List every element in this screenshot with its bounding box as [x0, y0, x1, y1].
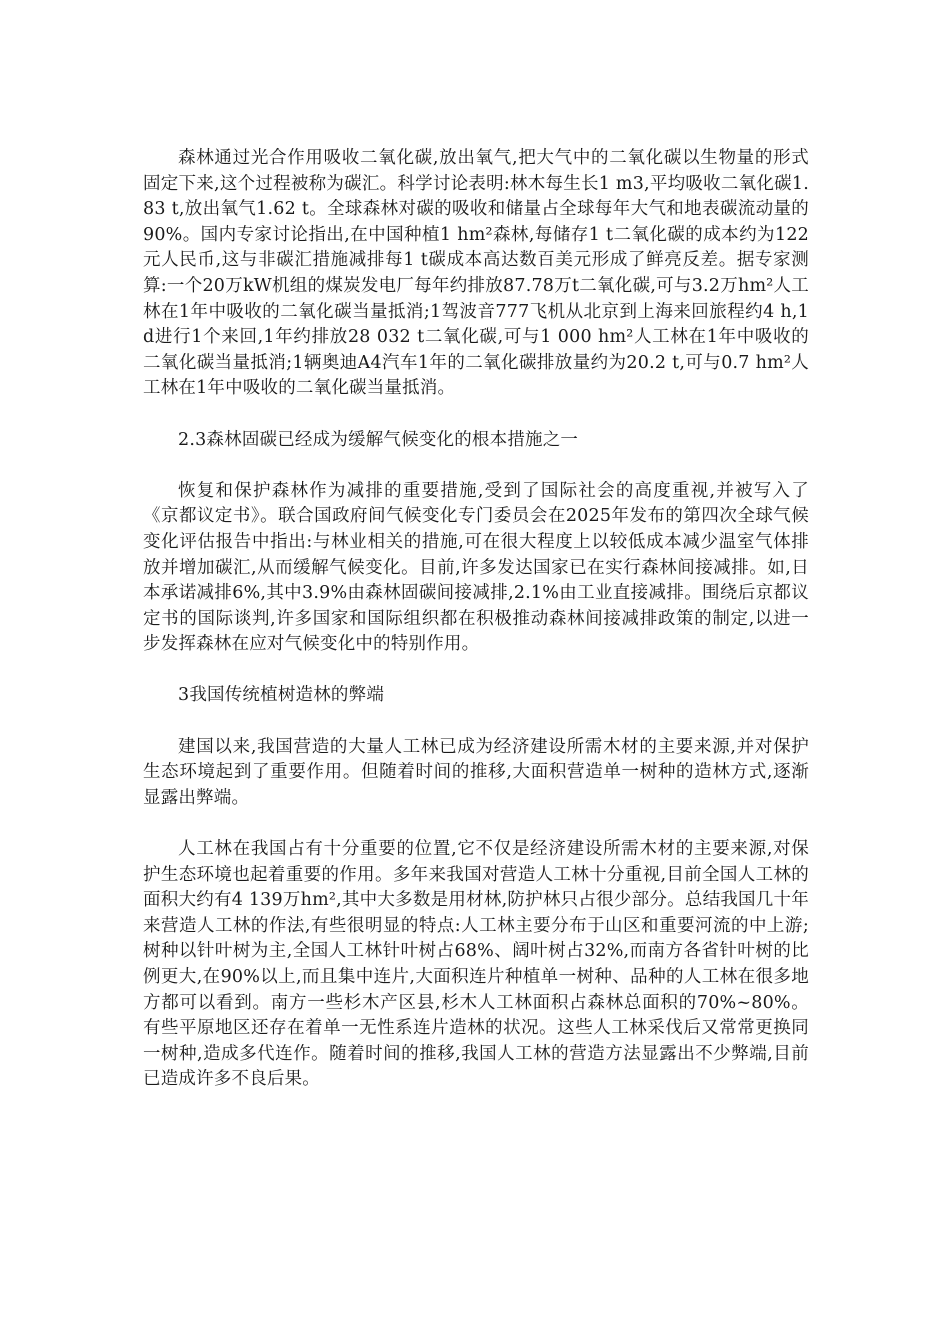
paragraph-plantation-problems: 人工林在我国占有十分重要的位置,它不仅是经济建设所需木材的主要来源,对保护生态环境也起着重要的作用。多年来我国对营造人工林十分重视,目前全国人工林的面积大约有4 139万hm²,其中大多数是用材林,防护林只占很少部分。总结我国几十年来营造人工林的作法,有些很明显的特点:人工林主要分布于山区和重要河流的中上游;树种以针叶树为主,全国人工林针叶树占68%、阔叶树占32%,而南方各省针叶树的比例更大,在90%以上,而且集中连片,大面积连片种植单一树种、品种的人工林在很多地方都可以看到。南方一些杉木产区县,杉木人工林面积占森林总面积的70%~80%。有些平原地区还存在着单一无性系连片造林的状况。这些人工林采伐后又常常更换同一树种,造成多代连作。随着时间的推移,我国人工林的营造方法显露出不少弊端,目前已造成许多不良后果。: [143, 839, 809, 1090]
paragraph-carbon-sink: 森林通过光合作用吸收二氧化碳,放出氧气,把大气中的二氧化碳以生物量的形式固定下来,这个过程被称为碳汇。科学讨论表明:林木每生长1 m3,平均吸收二氧化碳1.83 t,放出氧气1.62 t。全球森林对碳的吸收和储量占全球每年大气和地表碳流动量的90%。国内专家讨论指出,在中国种植1 hm²森林,每储存1 t二氧化碳的成本约为122元人民币,这与非碳汇措施减排每1 t碳成本高达数百美元形成了鲜亮反差。据专家测算:一个20万kW机组的煤炭发电厂每年约排放87.78万t二氧化碳,可与3.2万hm²人工林在1年中吸收的二氧化碳当量抵消;1驾波音777飞机从北京到上海来回旅程约4 h,1 d进行1个来回,1年约排放28 032 t二氧化碳,可与1 000 hm²人工林在1年中吸收的二氧化碳当量抵消;1辆奥迪A4汽车1年的二氧化碳排放量约为20.2 t,可与0.7 hm²人工林在1年中吸收的二氧化碳当量抵消。: [143, 148, 809, 399]
paragraph-plantation-history: 建国以来,我国营造的大量人工林已成为经济建设所需木材的主要来源,并对保护生态环境起到了重要作用。但随着时间的推移,大面积营造单一树种的造林方式,逐渐显露出弊端。: [143, 736, 809, 808]
section-heading-2-3: 2.3森林固碳已经成为缓解气候变化的根本措施之一: [178, 429, 579, 450]
document-page: [143, 146, 809, 1093]
paragraph-kyoto-protocol: 恢复和保护森林作为减排的重要措施,受到了国际社会的高度重视,并被写入了《京都议定书》。联合国政府间气候变化专门委员会在2025年发布的第四次全球气候变化评估报告中指出:与林业相关的措施,可在很大程度上以较低成本减少温室气体排放并增加碳汇,从而缓解气候变化。目前,许多发达国家已在实行森林间接减排。如,日本承诺减排6%,其中3.9%由森林固碳间接减排,2.1%由工业直接减排。围绕后京都议定书的国际谈判,许多国家和国际组织都在积极推动森林间接减排政策的制定,以进一步发挥森林在应对气候变化中的特别作用。: [143, 480, 809, 655]
section-heading-3: 3我国传统植树造林的弊端: [178, 685, 385, 706]
